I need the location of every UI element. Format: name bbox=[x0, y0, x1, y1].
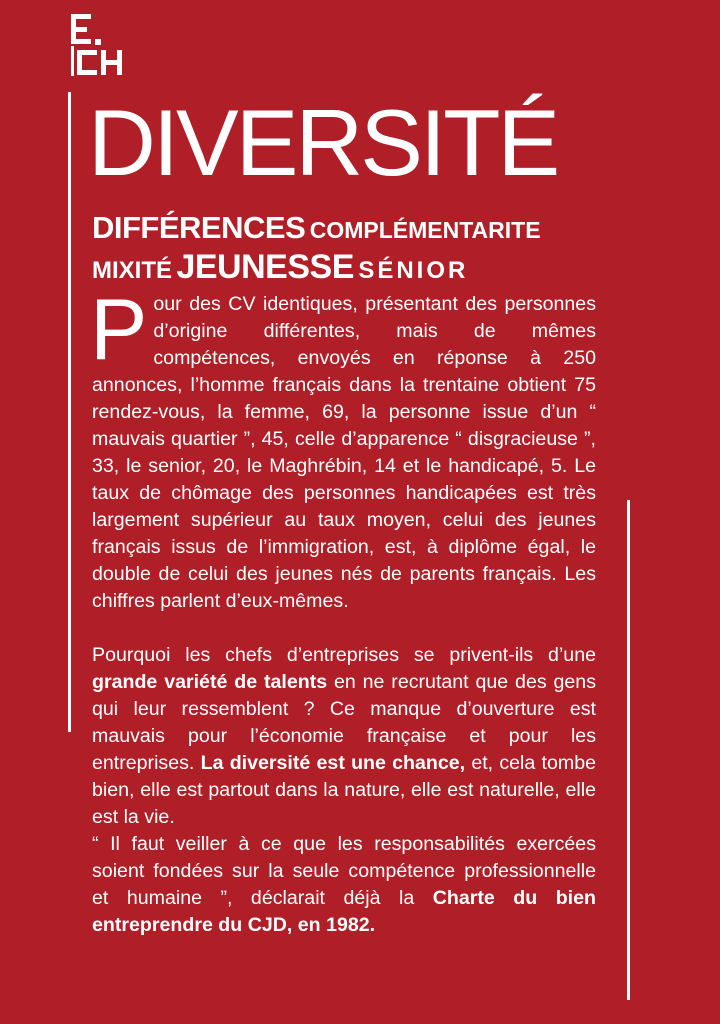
keywords-line-1 bbox=[92, 212, 541, 243]
ech-logo-icon bbox=[67, 12, 125, 78]
left-rule bbox=[68, 92, 71, 732]
p2-bold-1: grande variété de talents bbox=[92, 671, 328, 693]
keyword-jeunesse: JEUNESSE bbox=[176, 248, 354, 286]
paragraph-1-text: our des CV identiques, présentant des personnes d’origine différentes, mais de mêmes compétences, envoyés en réponse à 250 annonces, l’homme français dans la trentaine obtient 75 rendez-vous, la femme, 69, la personne issue d’un “ mauvais quartier ”, 45, celle d’apparence “ disgracieuse ”, 33, le senior, 20, le Maghrébin, 14 et le handicapé, 5. Le taux de chômage des personnes handicapées est très largement supérieur au taux moyen, celui des jeunes français issus de l’immigration, est, à diplôme égal, le double de celui des jeunes nés de parents français. Les chiffres parlent d’eux-mêmes. bbox=[92, 293, 596, 612]
keywords-line-2 bbox=[92, 250, 468, 284]
logo bbox=[67, 12, 125, 78]
p2-text-2: en ne recrutant que des gens qui leur ressemblent ? Ce manque d’ouverture est mauvais pour l’économie française et pour les entreprises. bbox=[92, 671, 596, 774]
p2-quote: “ Il faut veiller à ce que les responsabilités exercées soient fondées sur la seule compétence professionnelle et humaine ”, déclarait déjà la bbox=[92, 833, 596, 909]
page-title: DIVERSITÉ bbox=[88, 90, 558, 195]
keyword-differences: DIFFÉRENCES bbox=[92, 210, 306, 245]
keyword-senior: SÉNIOR bbox=[358, 257, 469, 284]
paragraph-2 bbox=[92, 642, 596, 939]
p2-text-1: Pourquoi les chefs d’entreprises se privent-ils d’une bbox=[92, 644, 596, 666]
keyword-complementarite: COMPLÉMENTARITE bbox=[309, 217, 541, 243]
dropcap: P bbox=[90, 282, 148, 378]
p2-bold-3: Charte du bien entreprendre du CJD, en 1982. bbox=[92, 887, 596, 936]
right-rule bbox=[627, 500, 630, 1000]
p2-bold-2: La diversité est une chance, bbox=[200, 752, 466, 774]
p2-text-3: et, cela tombe bien, elle est partout dans la nature, elle est naturelle, elle est la vie. bbox=[92, 752, 596, 828]
paragraph-1 bbox=[90, 282, 596, 615]
keyword-mixite: MIXITÉ bbox=[92, 257, 173, 284]
article-body bbox=[90, 282, 596, 939]
